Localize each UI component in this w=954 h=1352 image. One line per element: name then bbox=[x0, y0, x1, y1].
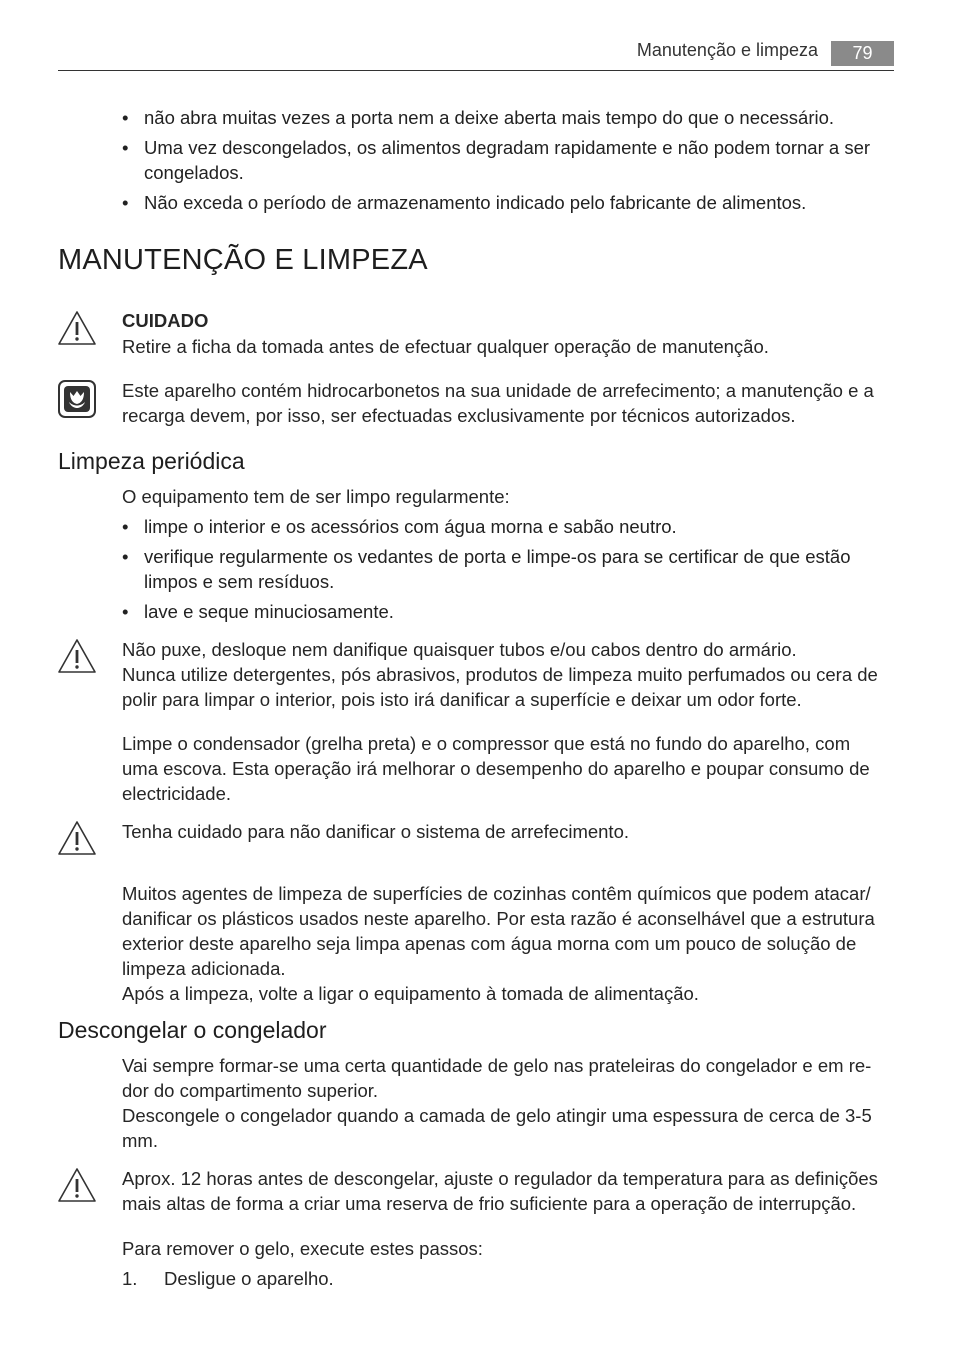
warning-text: Aprox. 12 horas antes de descongelar, ajuste o regulador da temperatura para as definições mais altas de forma a criar uma reserva de frio suficiente para a operação de interrupção. bbox=[122, 1168, 878, 1214]
environment-icon bbox=[58, 380, 96, 418]
defrost-text: Vai sempre formar-se uma certa quantidade de gelo nas prateleiras do congelador e em re- dor do compartimento superior. Descongele o congelador quando a camada de gelo atingir uma espessura de cerca de 3-5 mm. bbox=[122, 1055, 872, 1151]
warning-text: Tenha cuidado para não danificar o sistema de arrefecimento. bbox=[122, 821, 629, 842]
bullet-icon: • bbox=[122, 516, 129, 537]
periodic-intro: O equipamento tem de ser limpo regularmente: bbox=[122, 486, 510, 507]
caution-label: CUIDADO bbox=[122, 310, 209, 331]
section-heading-defrost: Descongelar o congelador bbox=[58, 1017, 327, 1043]
warning-icon bbox=[57, 1167, 97, 1203]
warning-icon bbox=[57, 820, 97, 856]
bullet-icon: • bbox=[122, 107, 129, 128]
caution-text: Retire a ficha da tomada antes de efectuar qualquer operação de manutenção. bbox=[122, 336, 769, 357]
cleaning-agents-text: Muitos agentes de limpeza de superfícies de cozinhas contêm químicos que podem atacar/ danificar os plásticos usados neste aparelho. Por esta razão é aconselhável que a estrutura exterior deste aparelho seja limpa apenas com água morna com um pouco de solução de limpeza adicionada. Após a limpeza, volte a ligar o equipamento à tomada de alimentação. bbox=[122, 883, 875, 1004]
header-section-title: Manutenção e limpeza bbox=[636, 40, 818, 60]
page-title: MANUTENÇÃO E LIMPEZA bbox=[58, 244, 428, 276]
step-text: Desligue o aparelho. bbox=[164, 1268, 334, 1289]
bullet-icon: • bbox=[122, 546, 129, 567]
condenser-text: Limpe o condensador (grelha preta) e o compressor que está no fundo do aparelho, com uma escova. Esta operação irá melhorar o desempenho do aparelho e poupar consumo de electricidade. bbox=[122, 733, 870, 804]
step-number: 1. bbox=[122, 1268, 138, 1289]
warning-icon bbox=[57, 310, 97, 346]
steps-intro: Para remover o gelo, execute estes passos: bbox=[122, 1238, 483, 1259]
environment-note: Este aparelho contém hidrocarbonetos na sua unidade de arrefecimento; a manutenção e a recarga devem, por isso, ser efectuadas exclusivamente por técnicos autorizados. bbox=[122, 380, 874, 426]
warning-text: Não puxe, desloque nem danifique quaisquer tubos e/ou cabos dentro do armário. Nunca utilize detergentes, pós abrasivos, produtos de limpeza muito perfumados ou cera de polir para limpar o interior, pois isto irá danificar a superfície e deixar um odor forte. bbox=[122, 639, 878, 710]
bullet-icon: • bbox=[122, 601, 129, 622]
bullet-icon: • bbox=[122, 192, 129, 213]
section-heading-periodic-cleaning: Limpeza periódica bbox=[58, 448, 245, 474]
page-number: 79 bbox=[831, 41, 894, 66]
header-divider bbox=[58, 70, 894, 71]
bullet-icon: • bbox=[122, 137, 129, 158]
warning-icon bbox=[57, 638, 97, 674]
